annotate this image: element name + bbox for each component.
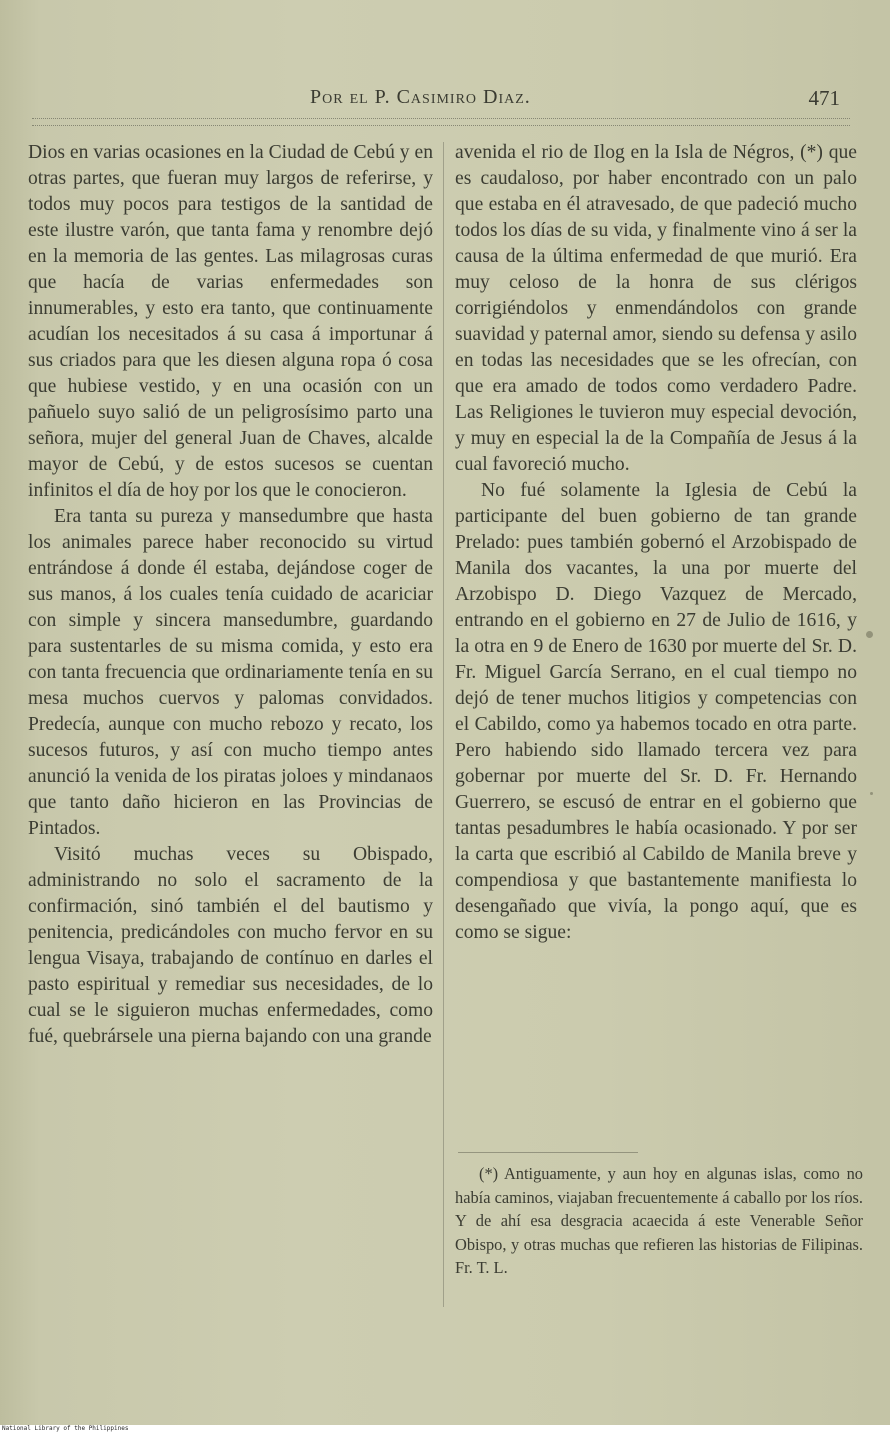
paragraph: Era tanta su pureza y mansedumbre que hasta los animales parece haber reconocido su virtud entrándose á donde él estaba, dejándose coger de sus manos, á los cuales tenía cuidado de acariciar con simple y sincera mansedumbre, guardando para sustentarles de su misma comida, y esto era con tanta frecuencia que ordinariamente tenía en su mesa muchos cuervos y palomas convidados. Predecía, aunque con mucho rebozo y recato, los sucesos futuros, y así con mucho tiempo antes anunció la venida de los piratas joloes y mindanaos que tanto daño hicieron en las Provincias de Pintados. [28,506,433,839]
page-header [30,86,860,116]
library-credit: National Library of the Philippines [2,1425,129,1432]
page-number: 471 [808,86,840,110]
left-column [28,140,433,1050]
library-credit-strip [0,1425,890,1433]
paragraph: Visitó muchas veces su Obispado, administrando no solo el sacramento de la confirmación, sinó también el del bautismo y penitencia, predicándoles con mucho fervor en su lengua Visaya, trabajando de contínuo en darles el pasto espiritual y remediar sus necesidades, de lo cual se le siguieron muchas enfermedades, como fué, quebrársele una pierna bajando con una grande [28,844,433,1047]
right-column [455,140,857,946]
column-divider [443,142,444,1307]
paragraph: Dios en varias ocasiones en la Ciudad de Cebú y en otras partes, que fueran muy largos de referirse, y todos muy pocos para testigos de la santidad de este ilustre varón, que tanta fama y renombre dejó en la memoria de las gentes. Las milagrosas curas que hacía de varias enfermedades son innumerables, y esto era tanto, que continuamente acudían los necesitados á su casa á importunar á sus criados para que les diesen alguna ropa ó cosa que hubiese vestido, y en una ocasión con un pañuelo suyo salió de un peligrosísimo parto una señora, mujer del general Juan de Chaves, alcalde mayor de Cebú, y de estos sucesos se cuentan infinitos el día de hoy por los que le conocieron. [28,142,433,501]
ink-spot [870,792,873,795]
paragraph: avenida el rio de Ilog en la Isla de Négros, (*) que es caudaloso, por haber encontrado con un palo que estaba en él atravesado, de que padeció mucho todos los días de su vida, y finalmente vino á ser la causa de la última enfermedad de que murió. Era muy celoso de la honra de sus clérigos corrigiéndolos y enmendándolos con grande suavidad y paternal amor, siendo su defensa y asilo en todas las necesidades que se les ofrecían, con que era amado de todos como verdadero Padre. Las Religiones le tuvieron muy especial devoción, y muy en especial la de la Compañía de Jesus á la cual favoreció mucho. [455,142,857,475]
footnote: (*) Antiguamente, y aun hoy en algunas islas, como no había caminos, viajaban frecuentemente á caballo por los ríos. Y de ahí esa desgracia acaecida á este Venerable Señor Obispo, y otras muchas que refieren las historias de Filipinas. Fr. T. L. [455,1164,863,1277]
header-rule [32,118,850,126]
ink-spot [866,631,873,638]
footnote-rule [458,1152,638,1153]
running-head: Por el P. Casimiro Diaz. [310,86,531,108]
paragraph: No fué solamente la Iglesia de Cebú la participante del buen gobierno de tan grande Prelado: pues también gobernó el Arzobispado de Manila dos vacantes, la una por muerte del Arzobispo D. Diego Vazquez de Mercado, entrando en el gobierno en 27 de Julio de 1616, y la otra en 9 de Enero de 1630 por muerte del Sr. D. Fr. Miguel García Serrano, en el cual tiempo no dejó de tener muchos litigios y competencias con el Cabildo, como ya habemos tocado en otra parte. Pero habiendo sido llamado tercera vez para gobernar por muerte del Sr. D. Fr. Hernando Guerrero, se escusó de entrar en el gobierno que tantas pesadumbres le había ocasionado. Y por ser la carta que escribió al Cabildo de Manila breve y compendiosa y que bastantemente manifiesta lo desengañado que vivía, la pongo aquí, que es como se sigue: [455,480,857,943]
